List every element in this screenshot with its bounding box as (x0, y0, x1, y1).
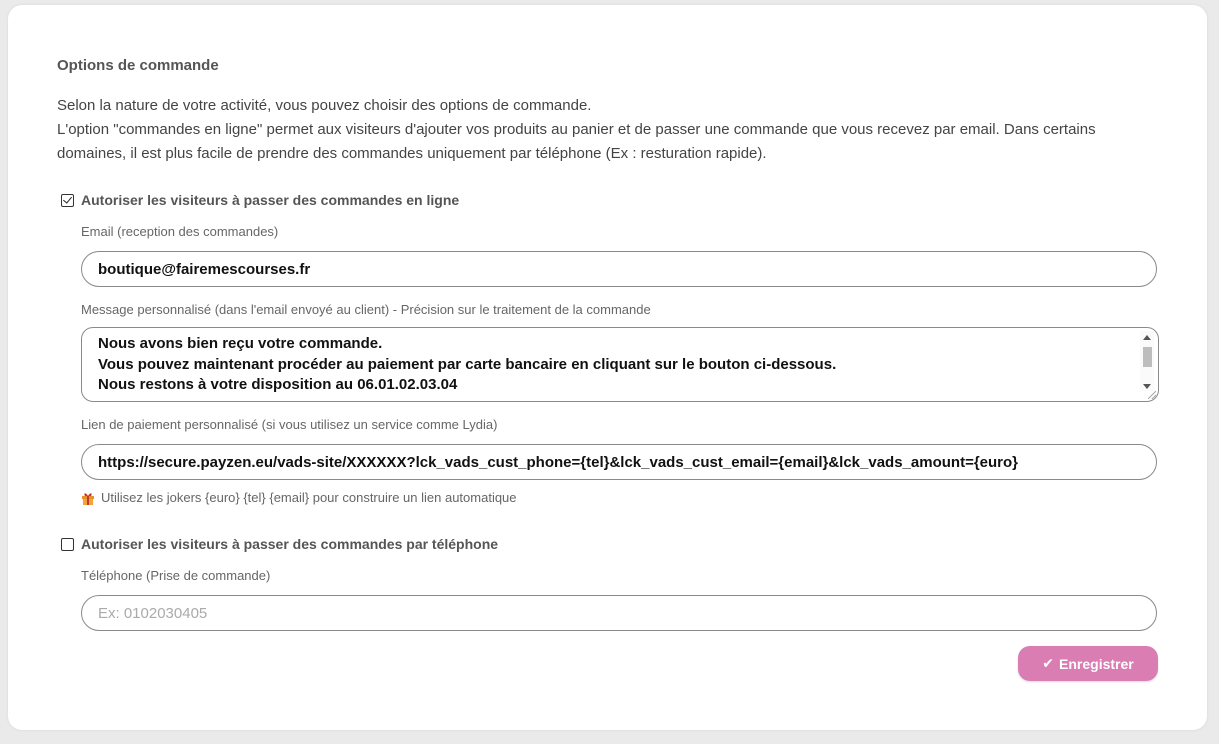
order-options-card (8, 5, 1207, 730)
intro-line-1: Selon la nature de votre activité, vous pouvez choisir des options de commande. (57, 97, 592, 114)
scroll-thumb[interactable] (1143, 347, 1152, 367)
intro-line-2: L'option "commandes en ligne" permet aux visiteurs d'ajouter vos produits au panier et de passer une commande que vous recevez par email. Dans certains domaines, il est plus facile de prendre des commandes uniquement par téléphone (Ex : resturation rapide). (57, 121, 1096, 162)
save-button[interactable] (1018, 646, 1158, 681)
scroll-down-icon[interactable] (1143, 384, 1151, 389)
phone-orders-checkbox[interactable] (61, 538, 74, 551)
section-title: Options de commande (57, 57, 219, 74)
check-icon: ✔ (1042, 655, 1055, 671)
online-orders-label: Autoriser les visiteurs à passer des commandes en ligne (81, 192, 460, 208)
phone-field[interactable]: Ex: 0102030405 (81, 595, 1157, 631)
message-line: Vous pouvez maintenant procéder au paiement par carte bancaire en cliquant sur le bouton ci-dessous. (98, 355, 837, 373)
online-orders-toggle[interactable] (61, 192, 459, 208)
scroll-up-icon[interactable] (1143, 335, 1151, 340)
email-label: Email (reception des commandes) (81, 224, 279, 239)
gift-icon (81, 491, 95, 505)
textarea-scrollbar[interactable] (1140, 331, 1154, 391)
phone-orders-toggle[interactable] (61, 536, 498, 552)
hint-text: Utilisez les jokers {euro} {tel} {email} pour construire un lien automatique (101, 490, 517, 505)
save-button-label: Enregistrer (1059, 655, 1134, 672)
message-label: Message personnalisé (dans l'email envoyé au client) - Précision sur le traitement de la commande (81, 302, 651, 317)
resize-grip-icon[interactable] (1148, 391, 1156, 399)
phone-orders-label: Autoriser les visiteurs à passer des commandes par téléphone (81, 536, 499, 552)
phone-label: Téléphone (Prise de commande) (81, 568, 271, 583)
email-field[interactable]: boutique@fairemescourses.fr (81, 251, 1157, 287)
message-line: Nous restons à votre disposition au 06.01.02.03.04 (98, 376, 458, 393)
payment-link-field[interactable]: https://secure.payzen.eu/vads-site/XXXXXX?lck_vads_cust_phone={tel}&lck_vads_cust_email={email}&lck_vads_amount={euro} (81, 444, 1157, 480)
payment-link-label: Lien de paiement personnalisé (si vous utilisez un service comme Lydia) (81, 417, 498, 432)
jokers-hint (81, 490, 517, 505)
online-orders-checkbox[interactable] (61, 194, 74, 207)
intro-text (57, 94, 1137, 166)
message-line: Nous avons bien reçu votre commande. (98, 335, 383, 352)
custom-message-textarea[interactable] (81, 327, 1159, 402)
